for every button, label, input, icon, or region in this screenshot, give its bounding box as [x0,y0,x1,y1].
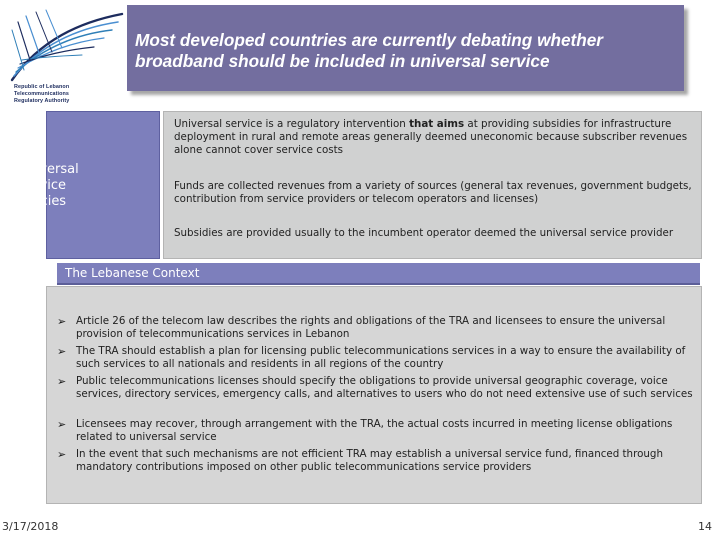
title-line-2: broadband should be included in universal service [135,51,550,71]
usp-label-line: Service [18,178,67,193]
usp-label-line: Universal [18,162,79,177]
bullet-text: Public telecommunications licenses should specify the obligations to provide universal geographic coverage, voice services, directory services, emergency calls, and alternatives to users who do not need extensive use of such services [76,375,693,400]
tra-logo [0,0,128,112]
context-header-bar [57,263,700,285]
page-number: 14 [698,520,712,533]
bullet-text: The TRA should establish a plan for licensing public telecommunications services in a way to ensure the availability of such services to all nationals and residents in all regions of the country [76,345,686,370]
bullet-text: Licensees may recover, through arrangement with the TRA, the actual costs incurred in meeting license obligations related to universal service [76,418,673,443]
usp-item-text: Universal service is a regulatory intervention [174,118,410,130]
logo-line: Regulatory Authority [14,98,70,104]
arrow-bullet-icon: ➢ [57,345,67,358]
bullet-text: Article 26 of the telecom law describes the rights and obligations of the TRA and licensees to ensure the universal provision of telecommunications services in Lebanon [76,315,666,340]
footer-date: 3/17/2018 [2,520,59,533]
context-bullet [52,345,693,371]
usp-content-panel [163,111,702,259]
title-line-1: Most developed countries are currently debating whether [135,30,603,50]
logo-line: Republic of Lebanon [14,84,70,90]
context-bullet [52,418,693,444]
logo-line: Telecommunications [14,91,70,97]
context-bullet [52,448,693,474]
logo-caption [14,84,118,105]
slide-title [135,30,676,72]
context-title: The Lebanese Context [65,266,200,280]
usp-label [18,162,79,210]
arrow-bullet-icon: ➢ [57,418,67,431]
arrow-bullet-icon: ➢ [57,375,67,388]
title-banner [127,5,684,91]
usp-item-subsidies: Subsidies are provided usually to the incumbent operator deemed the universal service provider [174,227,674,239]
usp-item-funds: Funds are collected revenues from a variety of sources (general tax revenues, government budgets, contribution from service providers or telecom operators and licenses) [174,180,692,205]
arrow-bullet-icon: ➢ [57,315,67,328]
context-bullet [52,375,693,401]
usp-item-definition [174,118,695,157]
context-panel [46,286,702,504]
usp-item-text: at providing subsidies for infrastructure deployment in rural and remote areas generally deemed uneconomic because subscriber revenues alone cannot cover service costs [174,118,688,156]
usp-item-bold: that aims [409,118,465,130]
bullet-text: In the event that such mechanisms are not efficient TRA may establish a universal service fund, financed through mandatory contributions imposed on other public telecommunications service providers [76,448,663,473]
context-bullet [52,315,693,341]
usp-label-line: Policies [18,194,67,209]
arrow-bullet-icon: ➢ [57,448,67,461]
